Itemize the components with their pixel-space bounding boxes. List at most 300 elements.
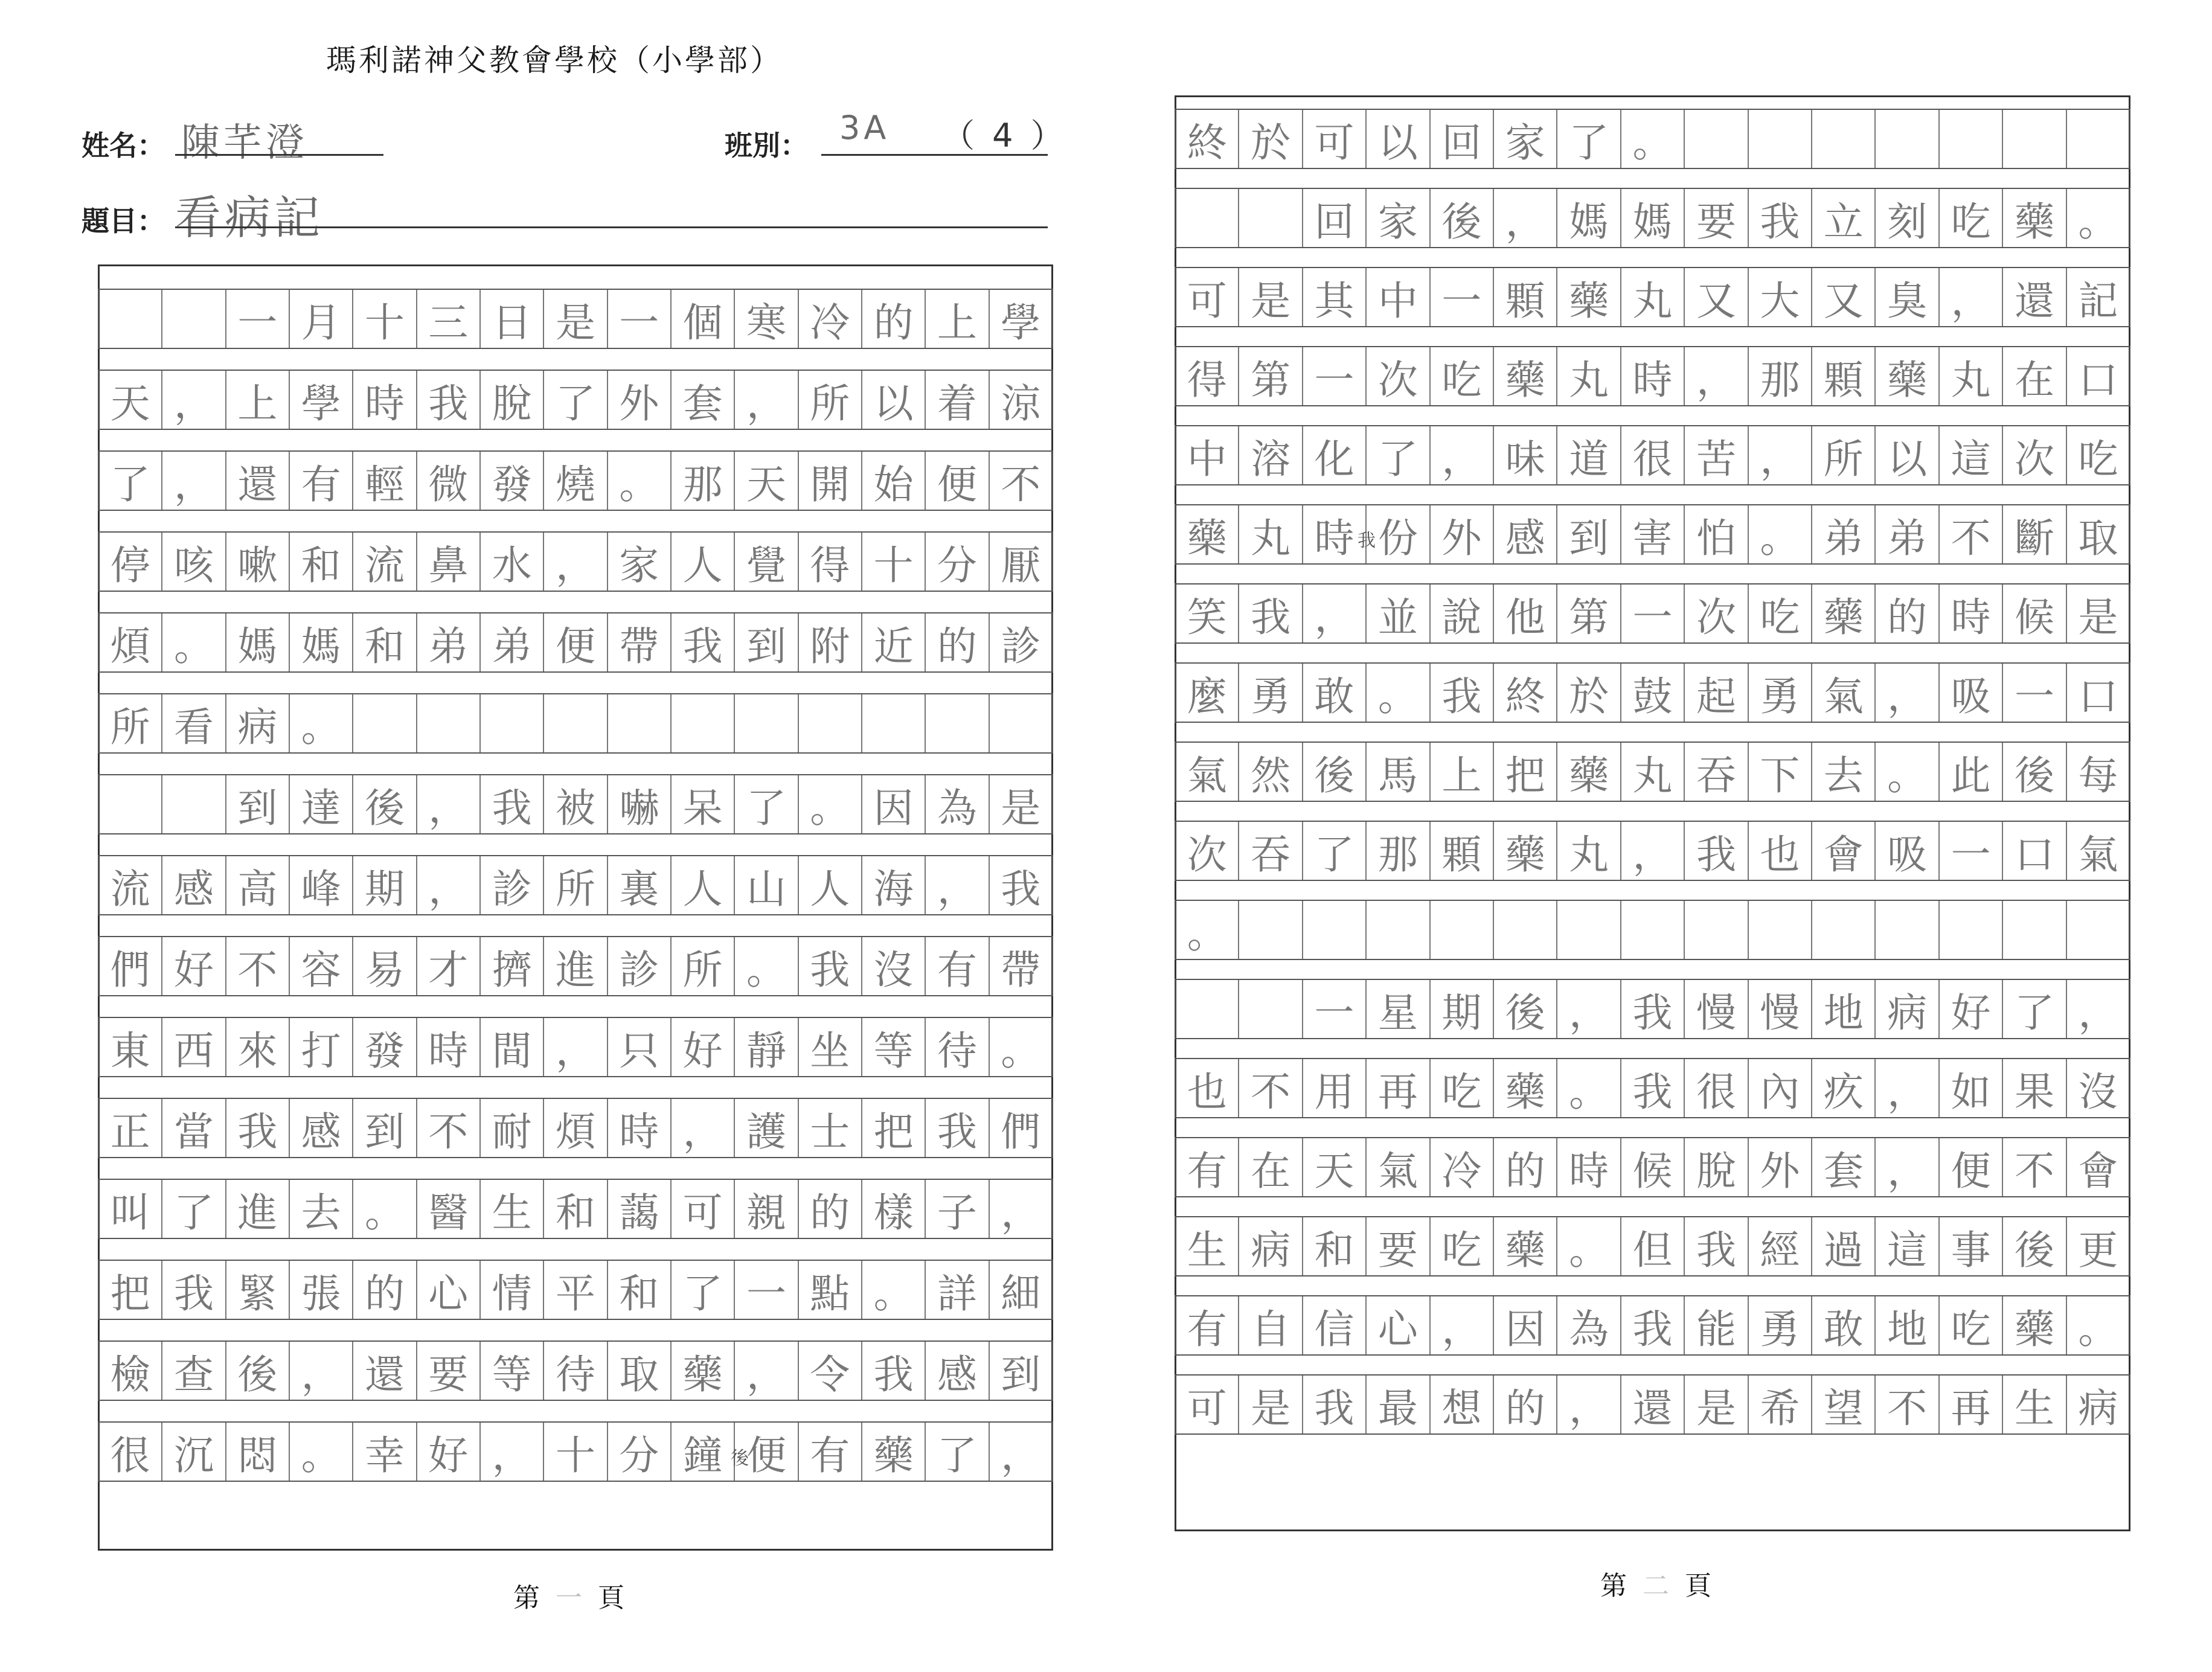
page1-insert-mark: 後 xyxy=(731,1448,749,1469)
grid-row xyxy=(98,1421,1053,1482)
grid-cell: 月 xyxy=(290,290,353,348)
grid-cell: 便 xyxy=(926,452,989,510)
grid-cell: 口 xyxy=(2003,822,2066,880)
grid-cell: 感 xyxy=(1494,505,1557,563)
grid-cell xyxy=(99,290,162,348)
grid-cell: ， xyxy=(1494,189,1557,247)
grid-cell: 藥 xyxy=(1557,268,1621,326)
grid-cell: 學 xyxy=(290,371,353,429)
grid-cell: 吃 xyxy=(1749,585,1812,642)
grid-cell: 我 xyxy=(417,371,481,429)
grid-cell: 天 xyxy=(1303,1138,1367,1196)
grid-cell xyxy=(1749,110,1812,168)
grid-cell: 外 xyxy=(1431,505,1494,563)
grid-cell: 了 xyxy=(1367,426,1430,484)
grid-cell: 把 xyxy=(1494,743,1557,801)
grid-cell: 吃 xyxy=(1431,1217,1494,1275)
grid-cell: 容 xyxy=(290,937,353,995)
grid-cell: 便 xyxy=(735,1423,798,1481)
grid-cell: 候 xyxy=(2003,585,2066,642)
grid-cell: ， xyxy=(672,1099,735,1157)
grid-cell: 中 xyxy=(1176,426,1239,484)
grid-cell: 冷 xyxy=(1431,1138,1494,1196)
grid-cell: 期 xyxy=(1431,980,1494,1038)
grid-cell: 好 xyxy=(1940,980,2003,1038)
grid-cell: 海 xyxy=(862,856,926,914)
grid-row xyxy=(1175,742,2130,802)
grid-cell: ， xyxy=(417,856,481,914)
grid-cell: ， xyxy=(735,1342,798,1400)
grid-row xyxy=(98,1340,1053,1401)
grid-cell: 果 xyxy=(2003,1059,2066,1117)
grid-cell: ， xyxy=(1749,426,1812,484)
grid-cell: 易 xyxy=(353,937,417,995)
grid-cell: ， xyxy=(1876,664,1939,722)
grid-cell: 這 xyxy=(1940,426,2003,484)
grid-cell: 藥 xyxy=(1557,743,1621,801)
grid-cell: 還 xyxy=(2003,268,2066,326)
grid-cell xyxy=(1367,901,1430,959)
grid-cell xyxy=(990,694,1052,752)
grid-cell: 時 xyxy=(417,1018,481,1076)
grid-row xyxy=(1175,425,2130,485)
grid-cell: 我 xyxy=(1685,822,1748,880)
grid-cell: 丸 xyxy=(1557,347,1621,405)
grid-cell: 。 xyxy=(290,694,353,752)
grid-cell: ， xyxy=(1940,268,2003,326)
grid-row xyxy=(98,450,1053,511)
grid-cell: 我 xyxy=(1621,980,1685,1038)
grid-cell xyxy=(1876,110,1939,168)
grid-cell: 。 xyxy=(1557,1059,1621,1117)
grid-cell: 一 xyxy=(735,1261,798,1319)
grid-cell: 和 xyxy=(1303,1217,1367,1275)
grid-cell: 待 xyxy=(926,1018,989,1076)
grid-cell: 苦 xyxy=(1685,426,1748,484)
grid-cell: 後 xyxy=(2003,1217,2066,1275)
grid-cell: 咳 xyxy=(162,533,226,591)
grid-cell xyxy=(162,775,226,833)
grid-cell: 吃 xyxy=(1940,1296,2003,1354)
grid-cell: 回 xyxy=(1431,110,1494,168)
grid-cell: 心 xyxy=(417,1261,481,1319)
grid-cell: 丸 xyxy=(1940,347,2003,405)
grid-cell: 家 xyxy=(1494,110,1557,168)
grid-cell: 。 xyxy=(2078,198,2118,245)
grid-cell: 所 xyxy=(544,856,607,914)
grid-cell: ， xyxy=(1685,347,1748,405)
grid-cell: 和 xyxy=(353,613,417,671)
grid-cell: 我 xyxy=(1749,189,1812,247)
grid-cell: 。 xyxy=(608,452,672,510)
grid-cell: 第 xyxy=(1557,585,1621,642)
grid-cell: 顆 xyxy=(1494,268,1557,326)
grid-cell: ， xyxy=(417,775,481,833)
grid-cell: 我 xyxy=(1621,1296,1685,1354)
grid-cell: 藥 xyxy=(1176,505,1239,563)
grid-cell: 檢 xyxy=(99,1342,162,1400)
grid-cell: 次 xyxy=(1685,585,1748,642)
grid-cell xyxy=(1303,901,1367,959)
grid-cell: 藹 xyxy=(608,1180,672,1238)
grid-cell: 到 xyxy=(1557,505,1621,563)
grid-cell: 怕 xyxy=(1685,505,1748,563)
grid-cell: 因 xyxy=(862,775,926,833)
grid-cell: 看 xyxy=(162,694,226,752)
grid-cell: 吃 xyxy=(1431,347,1494,405)
grid-cell: 終 xyxy=(1176,110,1239,168)
grid-cell: 帶 xyxy=(608,613,672,671)
grid-cell: 鐘 xyxy=(672,1423,735,1481)
grid-cell: 的 xyxy=(353,1261,417,1319)
page1-footer xyxy=(513,1576,628,1615)
grid-cell: 一 xyxy=(1940,822,2003,880)
grid-cell: 上 xyxy=(926,290,989,348)
grid-cell: 勇 xyxy=(1749,664,1812,722)
grid-cell: 好 xyxy=(162,937,226,995)
grid-cell: 所 xyxy=(799,371,862,429)
class-underline xyxy=(821,154,1048,156)
grid-row xyxy=(1175,1374,2130,1435)
grid-cell: 冷 xyxy=(799,290,862,348)
grid-cell: 中 xyxy=(1367,268,1430,326)
grid-cell: 希 xyxy=(1749,1376,1812,1433)
grid-cell: 十 xyxy=(544,1423,607,1481)
grid-cell: 吃 xyxy=(1940,189,2003,247)
grid-cell: 附 xyxy=(799,613,862,671)
grid-cell: 藥 xyxy=(1812,585,1876,642)
grid-cell: 。 xyxy=(735,937,798,995)
grid-cell xyxy=(1685,110,1748,168)
grid-cell: 。 xyxy=(2078,1305,2118,1353)
grid-cell: 和 xyxy=(544,1180,607,1238)
grid-cell: 會 xyxy=(2078,1147,2118,1194)
grid-cell: ， xyxy=(544,1018,607,1076)
grid-cell: 吞 xyxy=(1685,743,1748,801)
grid-cell: 十 xyxy=(862,533,926,591)
grid-cell: 不 xyxy=(1001,461,1041,508)
page2-insert-mark: 我 xyxy=(1358,530,1376,551)
page1-footer-number: 一 xyxy=(556,1583,586,1613)
grid-cell: 後 xyxy=(226,1342,290,1400)
grid-cell: 一 xyxy=(1303,980,1367,1038)
grid-cell: 着 xyxy=(926,371,989,429)
grid-cell: 終 xyxy=(1494,664,1557,722)
grid-cell: 來 xyxy=(226,1018,290,1076)
grid-cell: 外 xyxy=(1749,1138,1812,1196)
grid-cell: 媽 xyxy=(1557,189,1621,247)
grid-cell: 以 xyxy=(1876,426,1939,484)
grid-cell: 到 xyxy=(735,613,798,671)
grid-cell: 記 xyxy=(2078,277,2118,324)
grid-cell: 次 xyxy=(2003,426,2066,484)
grid-row xyxy=(1175,662,2130,723)
grid-cell: 等 xyxy=(481,1342,544,1400)
grid-cell: 道 xyxy=(1557,426,1621,484)
grid-cell: 燒 xyxy=(544,452,607,510)
grid-cell xyxy=(1239,980,1303,1038)
grid-cell: 然 xyxy=(1239,743,1303,801)
grid-cell: 達 xyxy=(290,775,353,833)
grid-row xyxy=(1175,979,2130,1039)
grid-cell: 我 xyxy=(926,1099,989,1157)
grid-row xyxy=(1175,821,2130,881)
grid-cell: 候 xyxy=(1621,1138,1685,1196)
grid-cell: 丸 xyxy=(1621,268,1685,326)
grid-cell: 時 xyxy=(1557,1138,1621,1196)
grid-cell: ， xyxy=(1557,980,1621,1038)
grid-cell: 天 xyxy=(735,452,798,510)
grid-cell: ， xyxy=(926,856,989,914)
grid-row xyxy=(98,531,1053,592)
grid-cell: 鼓 xyxy=(1621,664,1685,722)
grid-cell: 病 xyxy=(1239,1217,1303,1275)
grid-cell: 如 xyxy=(1940,1059,2003,1117)
grid-cell: 可 xyxy=(1303,110,1367,168)
grid-cell: 的 xyxy=(1494,1138,1557,1196)
grid-cell: ， xyxy=(162,371,226,429)
grid-cell: 鼻 xyxy=(417,533,481,591)
grid-cell: 那 xyxy=(1367,822,1430,880)
grid-cell xyxy=(1621,901,1685,959)
grid-cell: 覺 xyxy=(735,533,798,591)
grid-cell: 一 xyxy=(608,290,672,348)
grid-cell xyxy=(799,694,862,752)
grid-cell: 最 xyxy=(1367,1376,1430,1433)
grid-cell: 在 xyxy=(2003,347,2066,405)
grid-cell: 情 xyxy=(481,1261,544,1319)
grid-cell: 馬 xyxy=(1367,743,1430,801)
grid-row xyxy=(98,936,1053,996)
grid-cell: 一 xyxy=(2003,664,2066,722)
grid-cell: 很 xyxy=(99,1423,162,1481)
grid-cell: 下 xyxy=(1749,743,1812,801)
page1-footer-prefix: 第 xyxy=(513,1583,543,1613)
page2-footer xyxy=(1600,1564,1715,1603)
class-number: （ 4 ） xyxy=(942,117,1067,155)
grid-cell: 得 xyxy=(1176,347,1239,405)
grid-cell: 我 xyxy=(672,613,735,671)
page2-footer-number: 二 xyxy=(1643,1571,1673,1601)
grid-cell: 到 xyxy=(353,1099,417,1157)
grid-cell: 。 xyxy=(1621,110,1685,168)
grid-cell: 。 xyxy=(1176,901,1239,959)
grid-cell: 被 xyxy=(544,775,607,833)
grid-cell: 只 xyxy=(608,1018,672,1076)
grid-cell: 因 xyxy=(1494,1296,1557,1354)
grid-cell: 輕 xyxy=(353,452,417,510)
grid-cell: 分 xyxy=(926,533,989,591)
grid-cell: 天 xyxy=(99,371,162,429)
grid-cell: 家 xyxy=(608,533,672,591)
grid-cell: 和 xyxy=(290,533,353,591)
grid-cell xyxy=(735,694,798,752)
grid-cell xyxy=(162,290,226,348)
grid-cell: 帶 xyxy=(1001,946,1041,993)
grid-row xyxy=(1175,900,2130,960)
grid-cell: 時 xyxy=(1621,347,1685,405)
grid-cell: 發 xyxy=(353,1018,417,1076)
grid-cell: 藥 xyxy=(1494,822,1557,880)
grid-cell: 。 xyxy=(862,1261,926,1319)
school-title: 瑪利諾神父教會學校（小學部） xyxy=(326,43,783,78)
grid-row xyxy=(1175,583,2130,644)
grid-cell: ， xyxy=(1001,1189,1041,1236)
grid-cell: 的 xyxy=(862,290,926,348)
grid-cell xyxy=(1876,901,1939,959)
grid-cell: 。 xyxy=(1001,1027,1041,1074)
grid-cell: 沒 xyxy=(862,937,926,995)
grid-cell: 所 xyxy=(99,694,162,752)
grid-cell: 去 xyxy=(290,1180,353,1238)
grid-cell: 了 xyxy=(162,1180,226,1238)
grid-cell: 我 xyxy=(1001,865,1041,912)
grid-cell: 我 xyxy=(1685,1217,1748,1275)
grid-cell: 流 xyxy=(353,533,417,591)
grid-cell: 西 xyxy=(162,1018,226,1076)
grid-cell: 東 xyxy=(99,1018,162,1076)
grid-cell: 氣 xyxy=(1367,1138,1430,1196)
grid-cell: ， xyxy=(1431,1296,1494,1354)
grid-cell: 叫 xyxy=(99,1180,162,1238)
grid-cell: 的 xyxy=(1494,1376,1557,1433)
grid-cell: 子 xyxy=(926,1180,989,1238)
grid-cell: 我 xyxy=(1621,1059,1685,1117)
grid-row xyxy=(98,1098,1053,1158)
topic-label: 題目： xyxy=(82,205,165,237)
grid-cell xyxy=(1812,901,1876,959)
grid-cell: 慢 xyxy=(1685,980,1748,1038)
grid-cell: 敢 xyxy=(1303,664,1367,722)
grid-row xyxy=(98,774,1053,834)
grid-row xyxy=(98,693,1053,754)
grid-cell: ， xyxy=(1431,426,1494,484)
grid-cell: 心 xyxy=(1367,1296,1430,1354)
name-value: 陳芊澄 xyxy=(181,121,308,165)
grid-cell: 高 xyxy=(226,856,290,914)
grid-cell: ， xyxy=(1303,585,1367,642)
grid-cell: 這 xyxy=(1876,1217,1939,1275)
grid-cell: 呆 xyxy=(672,775,735,833)
grid-cell: 病 xyxy=(226,694,290,752)
grid-cell: 查 xyxy=(162,1342,226,1400)
grid-cell: 信 xyxy=(1303,1296,1367,1354)
grid-cell: 親 xyxy=(735,1180,798,1238)
grid-cell: 煩 xyxy=(99,613,162,671)
grid-cell: 發 xyxy=(481,452,544,510)
grid-cell: 經 xyxy=(1749,1217,1812,1275)
grid-cell: 生 xyxy=(2003,1376,2066,1433)
grid-cell: 時 xyxy=(608,1099,672,1157)
grid-cell: 害 xyxy=(1621,505,1685,563)
grid-cell: 細 xyxy=(1001,1270,1041,1317)
grid-cell: 近 xyxy=(862,613,926,671)
grid-cell: 有 xyxy=(1176,1138,1239,1196)
grid-cell: 幸 xyxy=(353,1423,417,1481)
grid-row xyxy=(98,1260,1053,1320)
grid-cell: 到 xyxy=(1001,1351,1041,1398)
grid-cell: 我 xyxy=(1239,585,1303,642)
grid-cell: 病 xyxy=(1876,980,1939,1038)
grid-cell: 可 xyxy=(672,1180,735,1238)
grid-cell: 們 xyxy=(1001,1108,1041,1155)
grid-cell: 一 xyxy=(226,290,290,348)
grid-cell: 正 xyxy=(99,1099,162,1157)
grid-cell: 次 xyxy=(1176,822,1239,880)
grid-cell: 於 xyxy=(1557,664,1621,722)
grid-cell: 了 xyxy=(735,775,798,833)
grid-cell xyxy=(1239,189,1303,247)
grid-cell: 藥 xyxy=(862,1423,926,1481)
grid-cell: 吞 xyxy=(1239,822,1303,880)
grid-cell: 那 xyxy=(1749,347,1812,405)
grid-cell: 氣 xyxy=(1812,664,1876,722)
grid-cell: 有 xyxy=(1176,1296,1239,1354)
grid-cell: 藥 xyxy=(1494,1217,1557,1275)
grid-cell: 弟 xyxy=(417,613,481,671)
name-underline xyxy=(175,154,383,156)
grid-cell: 麼 xyxy=(1176,664,1239,722)
grid-cell: 媽 xyxy=(290,613,353,671)
grid-cell: 不 xyxy=(1940,505,2003,563)
grid-cell: 口 xyxy=(2078,356,2118,403)
grid-cell: ， xyxy=(1557,1376,1621,1433)
grid-cell: 脫 xyxy=(1685,1138,1748,1196)
grid-cell: 次 xyxy=(1367,347,1430,405)
grid-cell: 有 xyxy=(799,1423,862,1481)
grid-cell: 我 xyxy=(1303,1376,1367,1433)
grid-cell: 是 xyxy=(544,290,607,348)
grid-cell: 待 xyxy=(544,1342,607,1400)
grid-cell: 很 xyxy=(1621,426,1685,484)
grid-cell xyxy=(672,694,735,752)
grid-cell: 他 xyxy=(1494,585,1557,642)
grid-cell xyxy=(99,775,162,833)
grid-cell xyxy=(417,694,481,752)
grid-cell: 才 xyxy=(417,937,481,995)
grid-cell: 刻 xyxy=(1876,189,1939,247)
grid-cell: 有 xyxy=(926,937,989,995)
grid-cell: 所 xyxy=(672,937,735,995)
grid-cell: 嚇 xyxy=(608,775,672,833)
grid-cell: 藥 xyxy=(1876,347,1939,405)
grid-cell: 流 xyxy=(99,856,162,914)
grid-cell: ， xyxy=(162,452,226,510)
grid-cell: 人 xyxy=(799,856,862,914)
grid-cell: 。 xyxy=(799,775,862,833)
grid-cell: 護 xyxy=(735,1099,798,1157)
grid-cell: 人 xyxy=(672,533,735,591)
grid-cell: 我 xyxy=(481,775,544,833)
grid-cell: 再 xyxy=(1940,1376,2003,1433)
grid-row xyxy=(98,370,1053,430)
grid-cell: 詳 xyxy=(926,1261,989,1319)
grid-cell: 了 xyxy=(99,452,162,510)
grid-cell: 。 xyxy=(162,613,226,671)
grid-cell: 又 xyxy=(1812,268,1876,326)
grid-cell: 此 xyxy=(1940,743,2003,801)
grid-cell: 取 xyxy=(608,1342,672,1400)
grid-row xyxy=(1175,1058,2130,1118)
grid-row xyxy=(1175,1216,2130,1276)
grid-cell: 地 xyxy=(1876,1296,1939,1354)
grid-cell: 。 xyxy=(1557,1217,1621,1275)
grid-cell: 我 xyxy=(226,1099,290,1157)
grid-cell xyxy=(1812,110,1876,168)
grid-cell xyxy=(1176,980,1239,1038)
grid-cell: 厭 xyxy=(1001,542,1041,589)
grid-cell: 靜 xyxy=(735,1018,798,1076)
